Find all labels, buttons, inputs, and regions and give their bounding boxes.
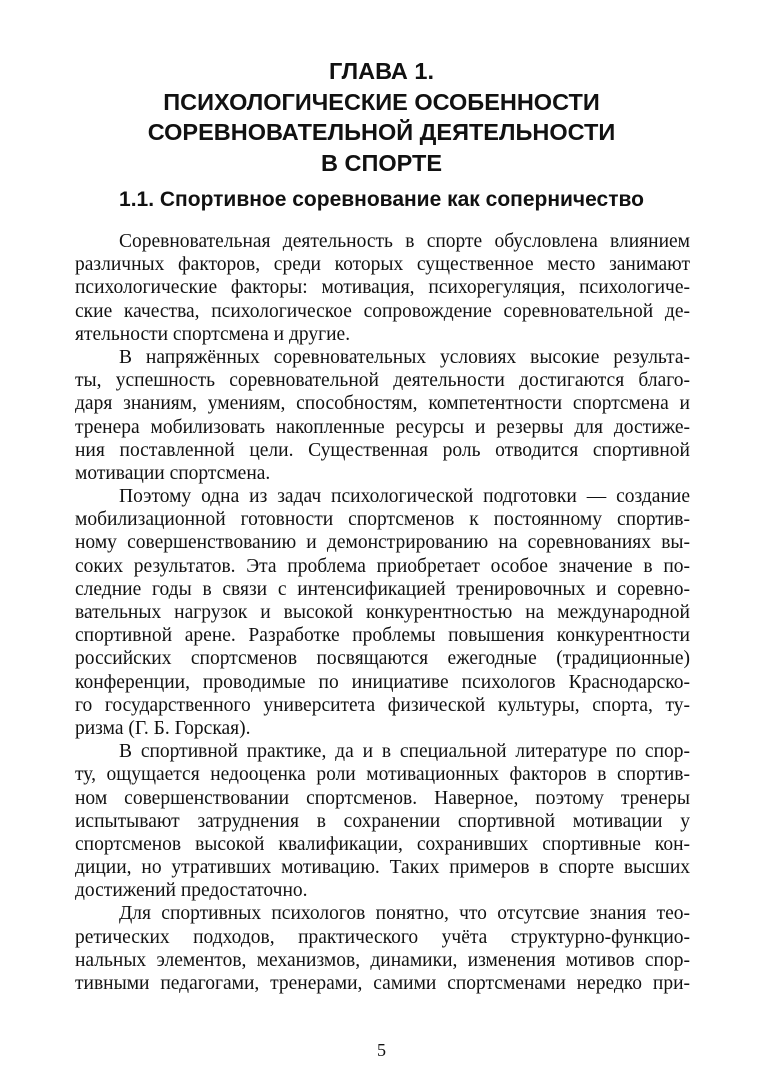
text-line: соких результатов. Эта проблема приобретает особое значение в по- <box>75 555 690 577</box>
text-line: ты, успешность соревновательной деятельности достигаются благо- <box>75 370 690 392</box>
text-line: вательных нагрузок и высокой конкурентностью на международной <box>75 602 690 623</box>
text-line: В спортивной практике, да и в специальной литературе по спор- <box>119 741 690 763</box>
text-line: тивными педагогами, тренерами, самими спортсменами нередко при- <box>75 973 690 994</box>
page-number: 5 <box>377 1040 386 1060</box>
text-line: испытывают затруднения в сохранении спортивной мотивации у <box>75 810 690 832</box>
text-line: ятельности спортсмена и другие. <box>75 323 351 345</box>
text-line: ризма (Г. Б. Горская). <box>75 717 251 739</box>
text-line: спортивной арене. Разработке проблемы повышения конкурентности <box>75 625 690 647</box>
text-line: следние годы в связи с интенсификацией тренировочных и соревно- <box>75 578 690 600</box>
text-line: конференции, проводимые по инициативе психологов Краснодарско- <box>75 671 690 693</box>
text-line: диции, но утративших мотивацию. Таких примеров в спорте высших <box>75 857 690 879</box>
text-line: ному совершенствованию и демонстрированию на соревнованиях вы- <box>75 532 690 554</box>
section-title: 1.1. Спортивное соревнование как соперничество <box>119 188 644 211</box>
text-line: Поэтому одна из задач психологической подготовки — создание <box>119 486 690 508</box>
text-line: мотивации спортсмена. <box>75 462 271 484</box>
chapter-title-line: СОРЕВНОВАТЕЛЬНОЙ ДЕЯТЕЛЬНОСТИ <box>147 119 616 145</box>
chapter-title <box>0 56 763 178</box>
text-line: российских спортсменов посвящаются ежегодные (традиционные) <box>75 648 690 670</box>
chapter-title-line: ГЛАВА 1. <box>328 58 435 84</box>
text-line: нальных элементов, механизмов, динамики, изменения мотивов спор- <box>75 949 690 971</box>
text-line: Соревновательная деятельность в спорте обусловлена влиянием <box>119 231 690 252</box>
text-line: ния поставленной цели. Существенная роль отводится спортивной <box>75 439 690 461</box>
text-line: мобилизационной готовности спортсменов к постоянному спортив- <box>75 509 690 531</box>
text-line: ские качества, психологическое сопровождение соревновательной де- <box>75 300 690 322</box>
chapter-title-line: ПСИХОЛОГИЧЕСКИЕ ОСОБЕННОСТИ <box>163 88 600 115</box>
text-line: ту, ощущается недооценка роли мотивационных факторов в спортив- <box>75 764 690 786</box>
text-line: Для спортивных психологов понятно, что отсутсвие знания тео- <box>119 903 690 925</box>
text-line: психологические факторы: мотивация, психорегуляция, психологиче- <box>75 277 690 299</box>
text-line: различных факторов, среди которых существенное место занимают <box>75 254 690 276</box>
text-line: достижений предостаточно. <box>75 880 308 902</box>
text-line: го государственного университета физической культуры, спорта, ту- <box>75 694 690 716</box>
text-line: даря знаниям, умениям, способностям, компетентности спортсмена и <box>75 393 690 415</box>
text-line: спортсменов высокой квалификации, сохранивших спортивные кон- <box>75 833 690 855</box>
text-line: В напряжённых соревновательных условиях высокие результа- <box>119 346 690 368</box>
chapter-title-line: В СПОРТЕ <box>320 149 443 176</box>
body-text <box>75 230 690 995</box>
text-line: тренера мобилизовать накопленные ресурсы и резервы для достиже- <box>75 416 690 438</box>
text-line: ном совершенствовании спортсменов. Наверное, поэтому тренеры <box>75 787 690 809</box>
text-line: ретических подходов, практического учёта структурно-функцио- <box>75 926 690 948</box>
